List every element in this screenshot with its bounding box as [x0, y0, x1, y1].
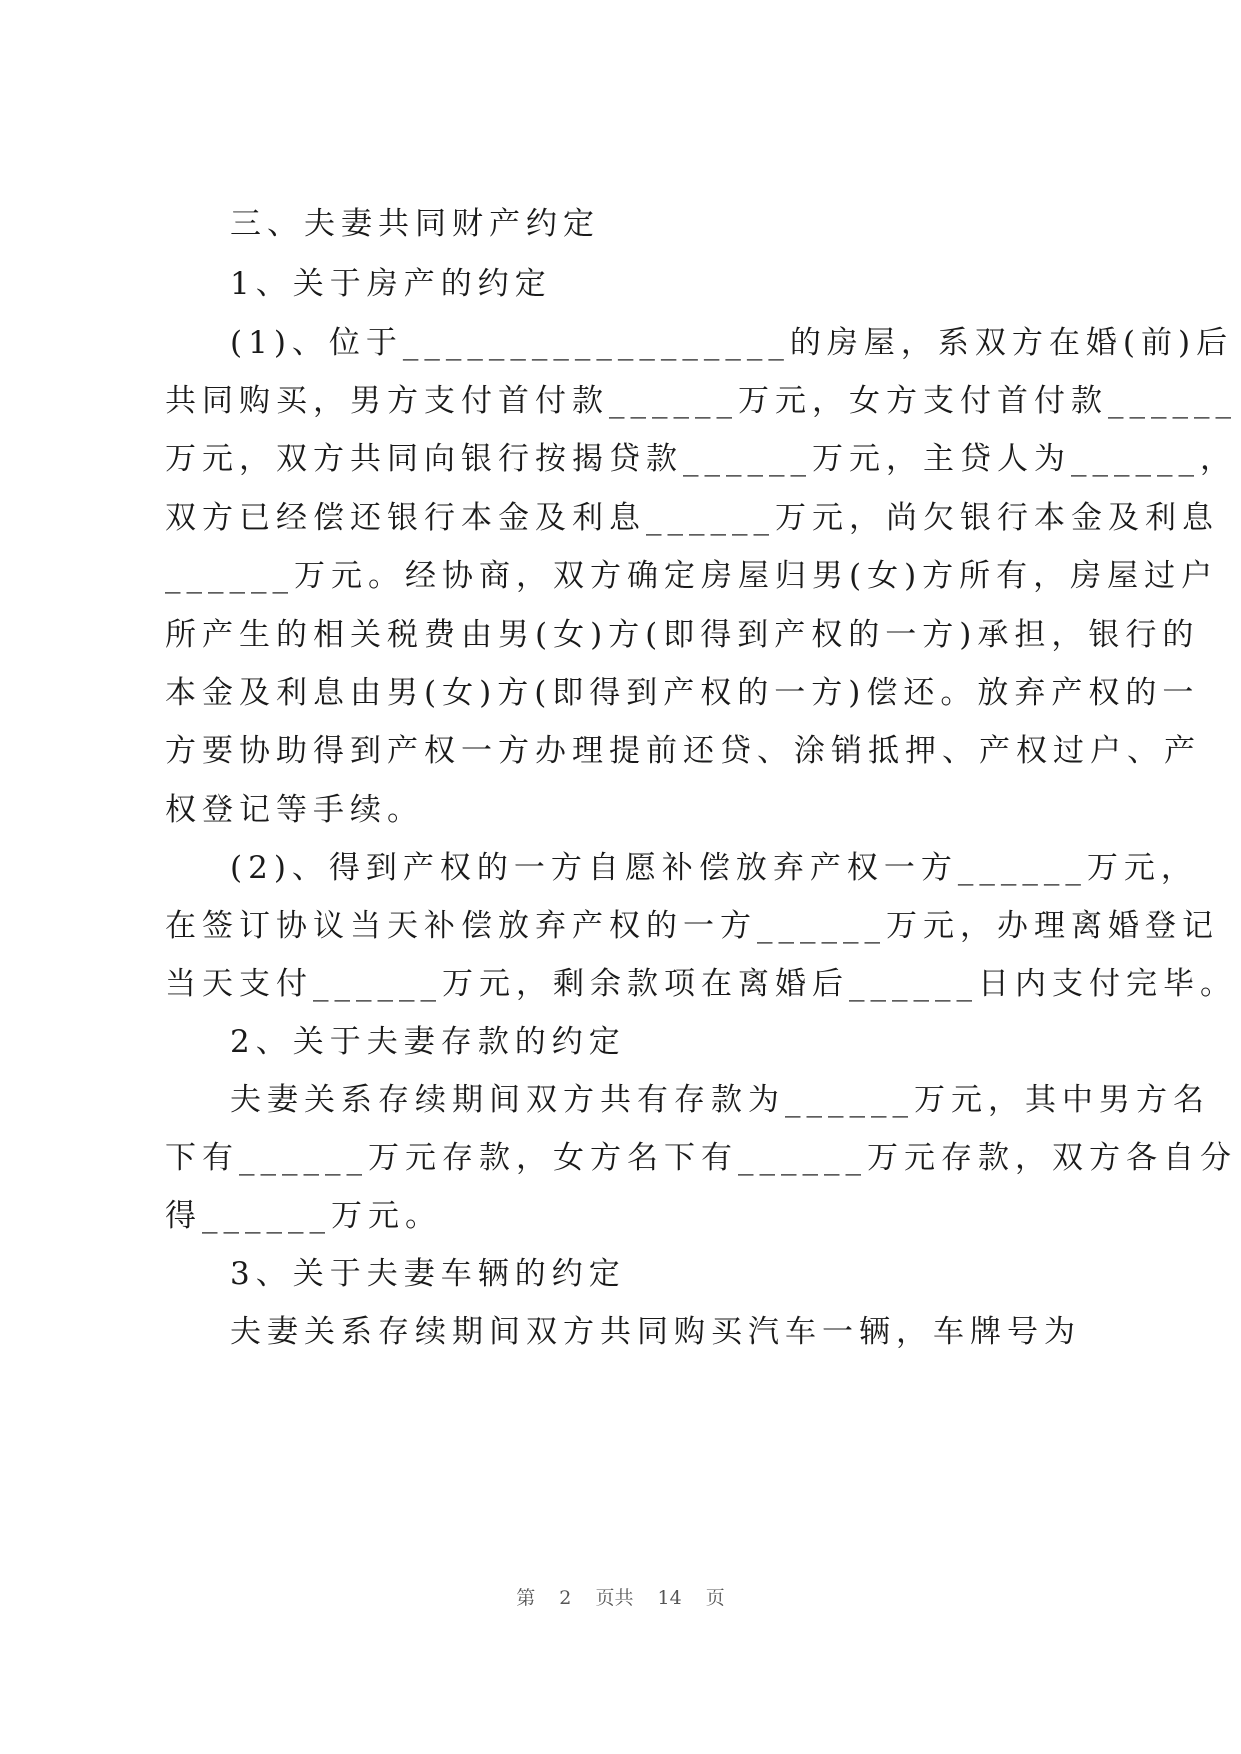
paragraph-line: (1)、位于__________________的房屋，系双方在婚(前)后 — [230, 325, 1234, 361]
footer-page-number: 2 — [559, 1587, 572, 1609]
footer-suffix: 页 — [705, 1587, 725, 1609]
subsection-heading-property: 1、关于房产的约定 — [230, 266, 552, 302]
paragraph-line: 权登记等手续。 — [165, 792, 424, 828]
footer-middle: 页共 — [595, 1587, 634, 1609]
paragraph-line: 万元，双方共同向银行按揭贷款______万元，主贷人为______， — [165, 441, 1237, 477]
section-heading: 三、夫妻共同财产约定 — [230, 206, 600, 242]
paragraph-line: 在签订协议当天补偿放弃产权的一方______万元，办理离婚登记 — [165, 908, 1219, 944]
subsection-heading-savings: 2、关于夫妻存款的约定 — [230, 1024, 626, 1060]
footer-prefix: 第 — [516, 1587, 536, 1609]
page-footer — [0, 1586, 1241, 1610]
paragraph-line: 夫妻关系存续期间双方共有存款为______万元，其中男方名 — [230, 1082, 1210, 1118]
paragraph-line: ______万元。经协商，双方确定房屋归男(女)方所有，房屋过户 — [165, 558, 1219, 594]
paragraph-line: (2)、得到产权的一方自愿补偿放弃产权一方______万元， — [230, 850, 1198, 886]
footer-total-pages: 14 — [657, 1587, 682, 1609]
subsection-heading-vehicle: 3、关于夫妻车辆的约定 — [230, 1256, 626, 1292]
paragraph-line: 下有______万元存款，女方名下有______万元存款，双方各自分 — [165, 1140, 1237, 1176]
paragraph-line: 共同购买，男方支付首付款______万元，女方支付首付款______ — [165, 383, 1237, 419]
paragraph-line: 当天支付______万元，剩余款项在离婚后______日内支付完毕。 — [165, 966, 1237, 1002]
paragraph-line: 双方已经偿还银行本金及利息______万元，尚欠银行本金及利息 — [165, 500, 1219, 536]
paragraph-line: 夫妻关系存续期间双方共同购买汽车一辆，车牌号为 — [230, 1314, 1081, 1350]
paragraph-line: 本金及利息由男(女)方(即得到产权的一方)偿还。放弃产权的一 — [165, 675, 1200, 711]
paragraph-line: 所产生的相关税费由男(女)方(即得到产权的一方)承担，银行的 — [165, 617, 1200, 653]
paragraph-line: 方要协助得到产权一方办理提前还贷、涂销抵押、产权过户、产 — [165, 733, 1201, 769]
paragraph-line: 得______万元。 — [165, 1198, 442, 1234]
